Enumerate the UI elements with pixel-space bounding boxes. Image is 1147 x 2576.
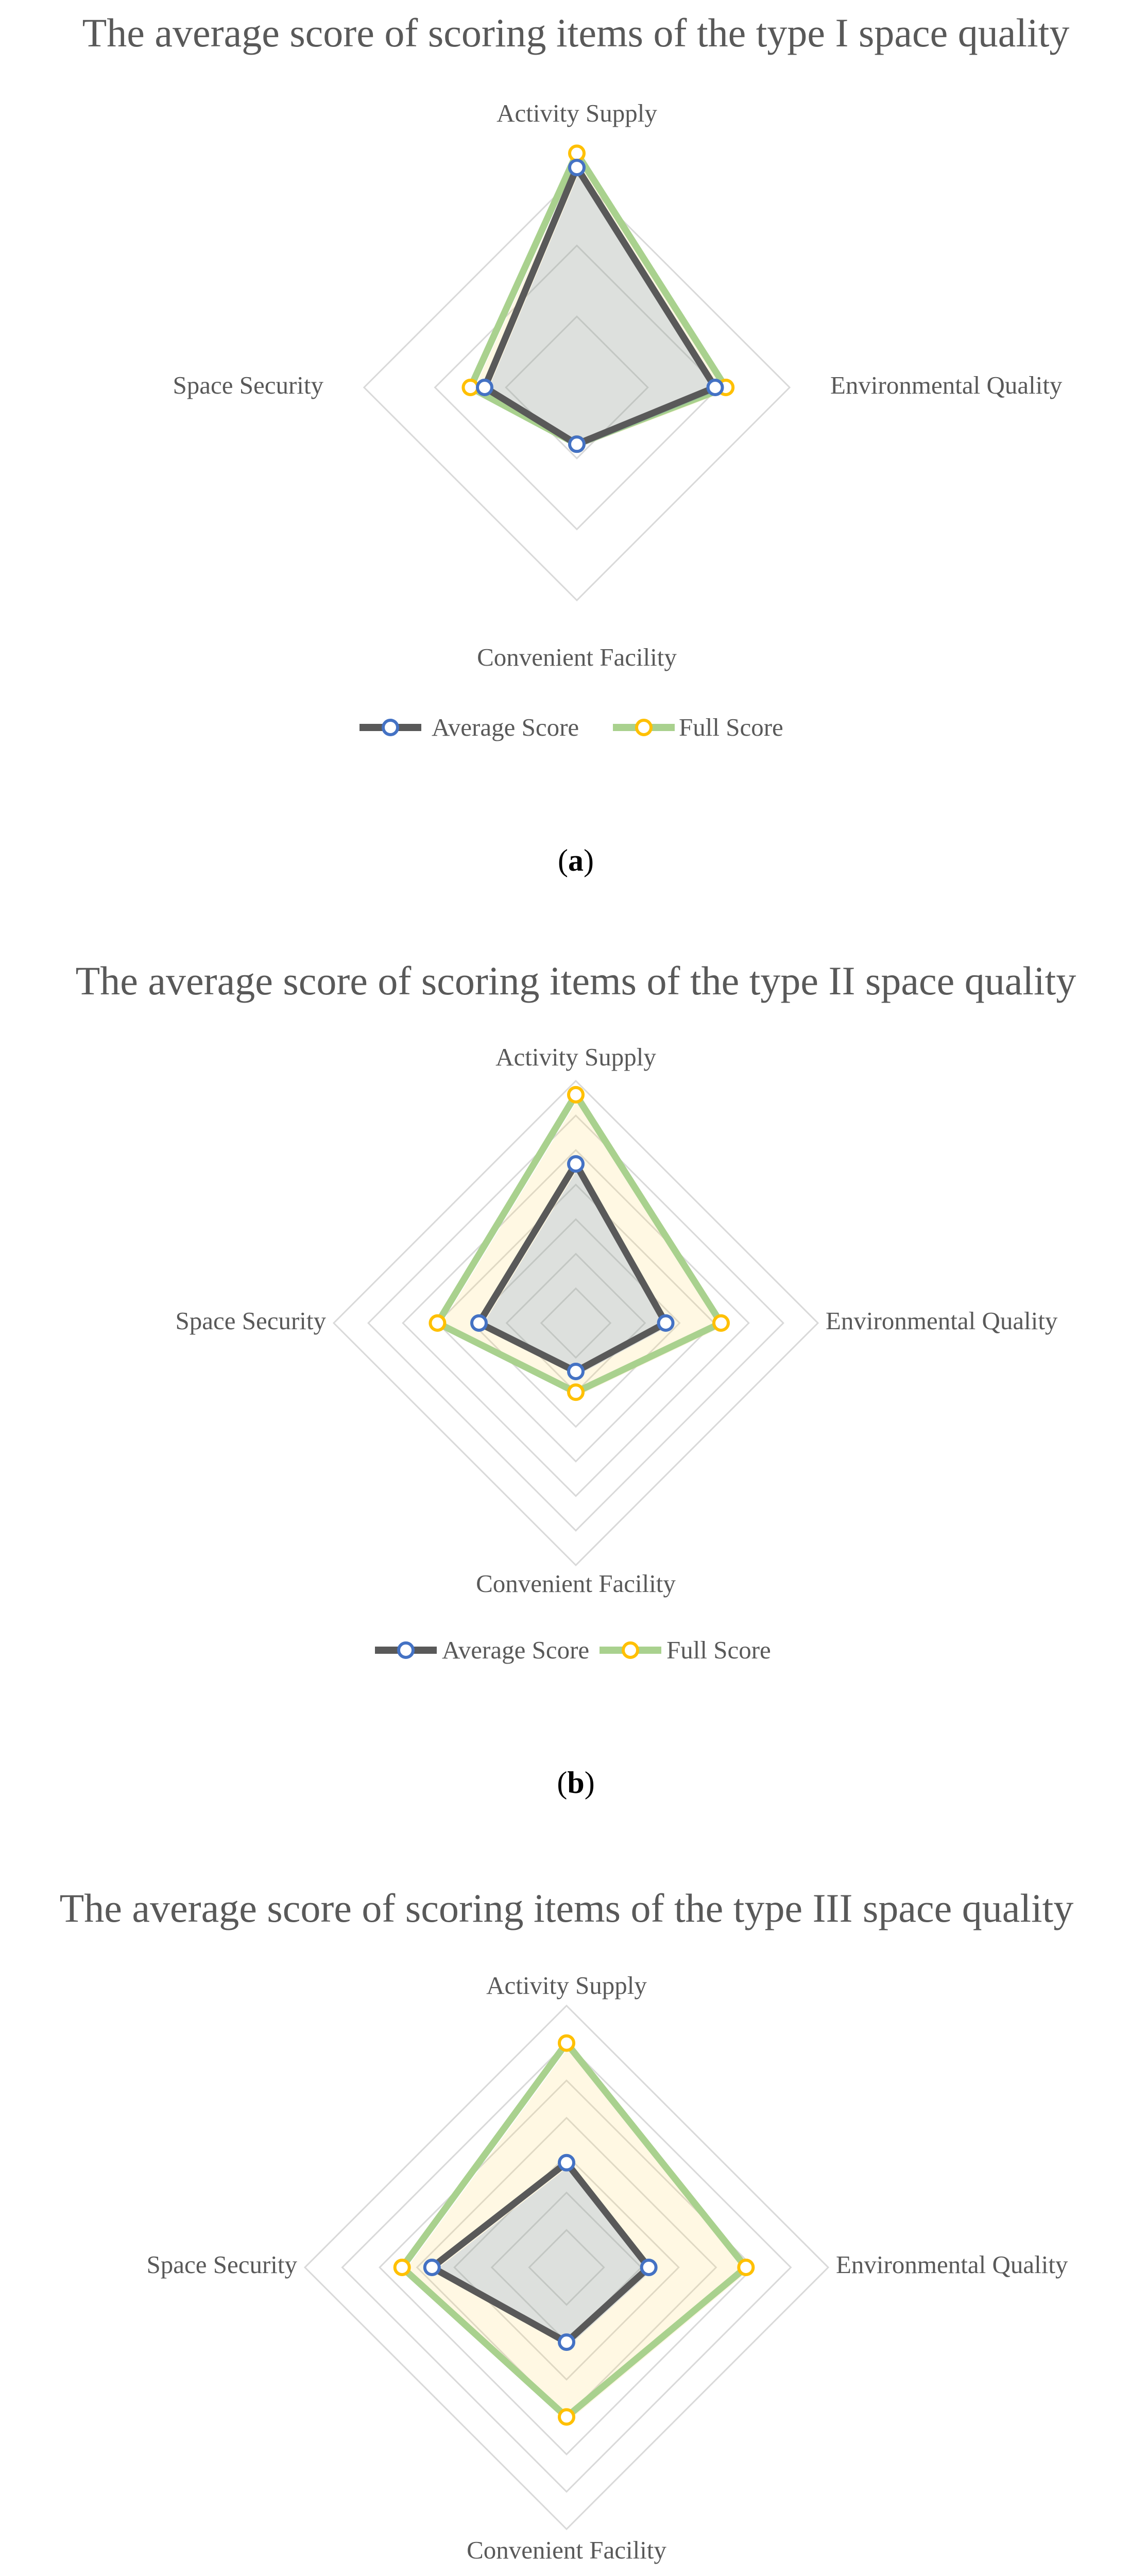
full-score-point-environmental-quality [714,1316,728,1330]
figure-caption: (a) [558,843,594,877]
full-score-point-space-security [395,2260,409,2275]
full-score-point-convenient-facility [569,1385,583,1399]
full-score-point-activity-supply [569,1088,583,1102]
axis-label-activity-supply: Activity Supply [495,1043,656,1071]
axis-label-space-security: Space Security [175,1307,326,1335]
average-score-point-environmental-quality [708,380,723,395]
full-score-point-convenient-facility [559,2410,574,2424]
figure-caption: (b) [557,1766,595,1800]
legend-full-marker [623,1643,638,1657]
legend [359,713,783,741]
average-score-point-convenient-facility [559,2335,574,2349]
legend-average-marker [383,720,398,735]
radar-panel-a [0,0,1147,896]
average-score-point-space-security [477,380,492,395]
legend-full-marker [637,720,651,735]
chart-title: The average score of scoring items of the type II space quality [75,958,1076,1003]
radar-chart-b [0,948,1147,1824]
axis-label-environmental-quality: Environmental Quality [836,2250,1068,2279]
axis-label-space-security: Space Security [173,371,323,399]
average-score-point-activity-supply [559,2156,574,2170]
axis-label-convenient-facility: Convenient Facility [476,1569,676,1598]
radar-series [463,146,733,452]
full-score-point-space-security [463,380,477,395]
legend-full-label: Full Score [679,713,783,741]
average-score-point-environmental-quality [642,2260,656,2275]
average-score-point-activity-supply [569,1157,583,1171]
radar-panel-c [0,1875,1147,2576]
full-score-point-activity-supply [570,146,584,161]
average-score-point-space-security [472,1316,486,1330]
full-score-point-environmental-quality [739,2260,753,2275]
axis-label-activity-supply: Activity Supply [486,1971,647,1999]
legend [375,1636,771,1664]
radar-chart-c [0,1875,1147,2576]
chart-title: The average score of scoring items of the type I space quality [82,10,1070,55]
average-score-point-convenient-facility [569,1364,583,1379]
legend-full-label: Full Score [666,1636,771,1664]
legend-average-marker [399,1643,413,1657]
full-score-point-activity-supply [559,2036,574,2050]
full-score-point-space-security [430,1316,444,1330]
axis-label-convenient-facility: Convenient Facility [467,2536,666,2564]
axis-label-space-security: Space Security [146,2250,297,2279]
axis-label-activity-supply: Activity Supply [497,99,657,127]
average-score-point-space-security [425,2260,439,2275]
axis-label-environmental-quality: Environmental Quality [826,1307,1058,1335]
radar-chart-a [0,0,1147,896]
axis-label-convenient-facility: Convenient Facility [477,643,677,671]
average-score-point-activity-supply [570,160,584,175]
radar-series [395,2036,754,2425]
average-score-point-convenient-facility [570,437,584,451]
axis-label-environmental-quality: Environmental Quality [830,371,1063,399]
chart-title: The average score of scoring items of the type III space quality [59,1886,1074,1930]
legend-average-label: Average Score [442,1636,590,1664]
legend-average-label: Average Score [432,713,579,741]
radar-panel-b [0,948,1147,1824]
average-score-point-environmental-quality [659,1316,673,1330]
